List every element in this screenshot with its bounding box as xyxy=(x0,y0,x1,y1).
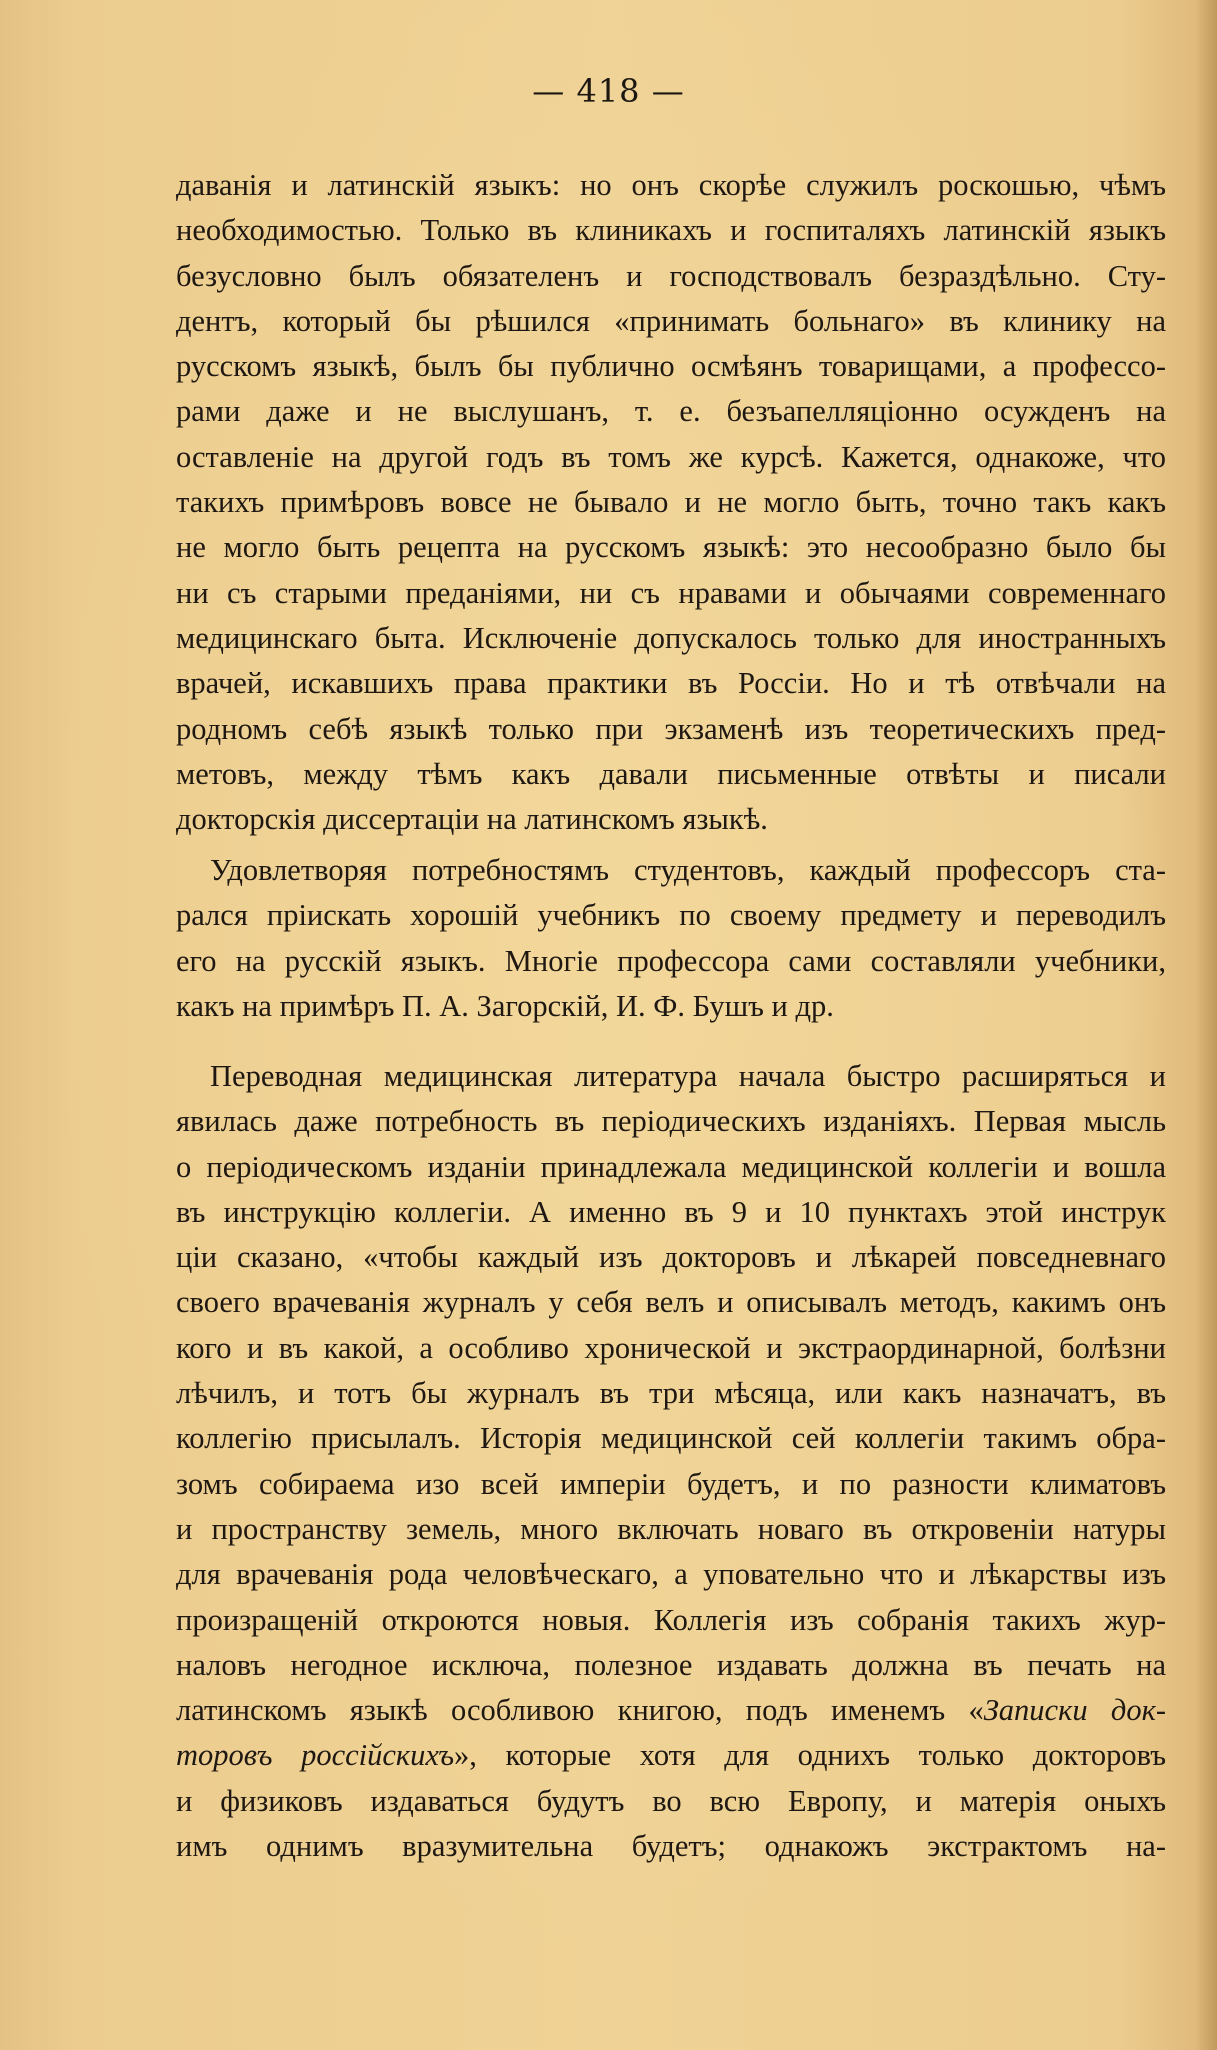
text-line: своего врачеванія журналъ у себя велъ и описывалъ методъ, какимъ онъ xyxy=(176,1285,1166,1320)
text-line: лѣчилъ, и тотъ бы журналъ въ три мѣсяца, или какъ назначатъ, въ xyxy=(176,1376,1166,1411)
text-line: дентъ, который бы рѣшился «принимать больнаго» въ клинику на xyxy=(176,303,1166,338)
text-line: ни съ старыми преданіями, ни съ нравами и обычаями современнаго xyxy=(176,575,1166,610)
text-line: кого и въ какой, а особливо хронической и экстраординарной, болѣзни xyxy=(176,1330,1166,1365)
text-line: Переводная медицинская литература начала быстро расширяться и xyxy=(210,1059,1166,1093)
text-line: врачей, искавшихъ права практики въ Россіи. Но и тѣ отвѣчали на xyxy=(176,666,1166,701)
text-line: наловъ негодное исключа, полезное издавать должна въ печать на xyxy=(176,1647,1166,1682)
paragraph-1 xyxy=(176,163,1166,842)
text-line: о періодическомъ изданіи принадлежала медицинской коллегіи и вошла xyxy=(176,1149,1166,1184)
text-line: зомъ собираема изо всей имперіи будетъ, и по разности климатовъ xyxy=(176,1466,1166,1501)
text-line: произращеній откроются новыя. Коллегія изъ собранія такихъ жур- xyxy=(176,1602,1166,1637)
text-line: рами даже и не выслушанъ, т. е. безъапелляціонно осужденъ на xyxy=(176,394,1166,429)
text-line: медицинскаго быта. Исключеніе допускалось только для иностранныхъ xyxy=(176,620,1166,655)
italic-title: торовъ россійскихъ xyxy=(176,1738,455,1773)
text-line: метовъ, между тѣмъ какъ давали письменные отвѣты и писали xyxy=(176,756,1166,791)
text-line: ціи сказано, «чтобы каждый изъ докторовъ и лѣкарей повседневнаго xyxy=(176,1240,1166,1275)
text-line: Удовлетворяя потребностямъ студентовъ, каждый профессоръ ста- xyxy=(210,853,1166,887)
text-line: родномъ себѣ языкѣ только при экзаменѣ изъ теоретическихъ пред- xyxy=(176,711,1166,746)
text-line: докторскія диссертаціи на латинскомъ языкѣ. xyxy=(176,802,768,837)
text-line: и пространству земель, много включать новаго въ откровеніи натуры xyxy=(176,1511,1166,1546)
text-line: для врачеванія рода человѣческаго, а уповательно что и лѣкарствы изъ xyxy=(176,1557,1166,1592)
text-line: даванія и латинскій языкъ: но онъ скорѣе служилъ роскошью, чѣмъ xyxy=(176,168,1166,202)
text-line: явилась даже потребность въ періодическихъ изданіяхъ. Первая мысль xyxy=(176,1104,1166,1139)
page-edge-shadow xyxy=(1195,0,1217,2050)
text-line: его на русскій языкъ. Многіе профессора сами составляли учебники, xyxy=(176,943,1166,978)
page-number: — 418 — xyxy=(532,72,685,110)
text-line: и физиковъ издаваться будутъ во всю Европу, и матерія оныхъ xyxy=(176,1783,1166,1818)
text-line: торовъ россійскихъ», которые хотя для однихъ только докторовъ xyxy=(176,1738,1167,1773)
text-line: латинскомъ языкѣ особливою книгою, подъ именемъ «Записки док- xyxy=(176,1693,1166,1728)
text-line: такихъ примѣровъ вовсе не бывало и не могло быть, точно такъ какъ xyxy=(176,485,1166,520)
text-line: необходимостью. Только въ клиникахъ и госпиталяхъ латинскій языкъ xyxy=(176,213,1166,248)
text-line: коллегію присылалъ. Исторія медицинской сей коллегіи такимъ обра- xyxy=(176,1421,1166,1456)
text-line: рался пріискать хорошій учебникъ по своему предмету и переводилъ xyxy=(176,898,1166,933)
text-line: какъ на примѣръ П. А. Загорскій, И. Ф. Бушъ и др. xyxy=(176,988,834,1023)
text-line: русскомъ языкѣ, былъ бы публично осмѣянъ товарищами, а профессо- xyxy=(176,349,1166,384)
text-line: не могло быть рецепта на русскомъ языкѣ: это несообразно было бы xyxy=(176,530,1166,565)
text-line: въ инструкцію коллегіи. А именно въ 9 и 10 пунктахъ этой инструк xyxy=(176,1194,1166,1229)
paragraph-2 xyxy=(176,848,1166,1029)
italic-title: Записки док- xyxy=(983,1693,1166,1728)
paragraph-3 xyxy=(176,1054,1166,1869)
text-line: оставленіе на другой годъ въ томъ же курсѣ. Кажется, однакоже, что xyxy=(176,439,1166,474)
text-line: безусловно былъ обязателенъ и господствовалъ безраздѣльно. Сту- xyxy=(176,258,1166,293)
text-line: имъ однимъ вразумительна будетъ; однакожъ экстрактомъ на- xyxy=(176,1829,1166,1864)
